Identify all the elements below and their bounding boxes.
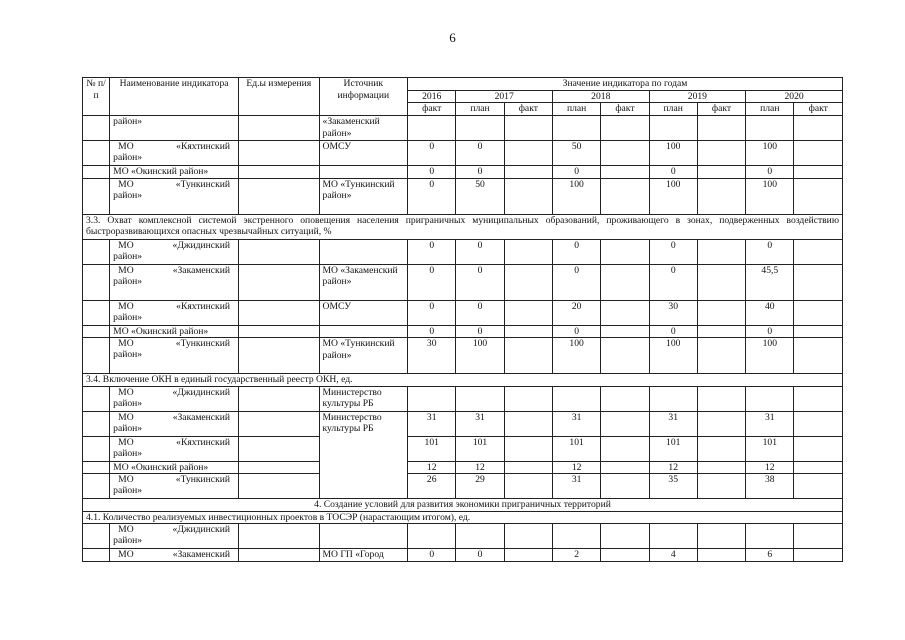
value-cell xyxy=(601,325,649,338)
value-cell xyxy=(697,325,745,338)
value-cell xyxy=(504,178,552,214)
value-cell: 31 xyxy=(408,411,456,436)
value-cell xyxy=(601,264,649,300)
value-cell: 100 xyxy=(649,178,697,214)
value-cell xyxy=(601,411,649,436)
value-cell: 100 xyxy=(456,338,504,374)
value-cell xyxy=(408,116,456,141)
value-cell xyxy=(456,524,504,549)
value-cell: 35 xyxy=(649,474,697,499)
value-cell: 0 xyxy=(408,264,456,300)
value-cell: 12 xyxy=(746,461,794,474)
value-cell: 0 xyxy=(552,264,600,300)
value-cell: 30 xyxy=(408,338,456,374)
value-cell xyxy=(504,461,552,474)
table-row xyxy=(83,474,843,499)
value-cell: 0 xyxy=(456,264,504,300)
header-fact: факт xyxy=(601,103,649,116)
value-cell: 0 xyxy=(552,325,600,338)
value-cell xyxy=(601,436,649,461)
header-row xyxy=(83,78,843,91)
value-cell xyxy=(794,116,843,141)
info-source xyxy=(319,325,408,338)
year-2017: 2017 xyxy=(456,90,553,103)
value-cell xyxy=(504,166,552,179)
value-cell: 101 xyxy=(408,436,456,461)
value-cell: 0 xyxy=(408,141,456,166)
value-cell xyxy=(601,461,649,474)
value-cell xyxy=(504,524,552,549)
value-cell xyxy=(697,239,745,264)
value-cell: 26 xyxy=(408,474,456,499)
value-cell: 31 xyxy=(649,411,697,436)
section-title-3-3: 3.3. Охват комплексной системой экстренного оповещения населения приграничных муниципальных образований, проживающего в зонах, подверженных воздействию быстроразвивающихся опасных чрезвычайных ситуаций, % xyxy=(83,214,843,239)
value-cell xyxy=(601,239,649,264)
value-cell xyxy=(794,411,843,436)
value-cell xyxy=(794,239,843,264)
value-cell xyxy=(697,116,745,141)
value-cell xyxy=(601,474,649,499)
info-source: МО ГП «Город xyxy=(319,549,408,562)
section-title-4: 4. Создание условий для развития экономики приграничных территорий xyxy=(83,499,843,512)
value-cell xyxy=(794,338,843,374)
value-cell xyxy=(794,436,843,461)
info-source: ОМСУ xyxy=(319,300,408,325)
value-cell xyxy=(504,300,552,325)
section-row xyxy=(83,374,843,387)
indicator-name: МО «Джидинский район» xyxy=(110,239,239,264)
header-fact: факт xyxy=(408,103,456,116)
table-row xyxy=(83,325,843,338)
table-row xyxy=(83,178,843,214)
value-cell: 50 xyxy=(456,178,504,214)
value-cell xyxy=(504,264,552,300)
value-cell xyxy=(794,166,843,179)
value-cell xyxy=(697,549,745,562)
value-cell xyxy=(794,474,843,499)
header-plan: план xyxy=(649,103,697,116)
value-cell: 100 xyxy=(746,141,794,166)
page-number: 6 xyxy=(449,30,456,45)
value-cell xyxy=(504,436,552,461)
value-cell xyxy=(601,166,649,179)
info-source: МО «Тункинский район» xyxy=(319,338,408,374)
value-cell xyxy=(601,524,649,549)
header-plan: план xyxy=(456,103,504,116)
indicator-name: МО «Окинский район» xyxy=(110,325,239,338)
indicator-name: МО «Окинский район» xyxy=(110,166,239,179)
value-cell: 20 xyxy=(552,300,600,325)
header-name: Наименование индикатора xyxy=(110,78,239,116)
table-row xyxy=(83,264,843,300)
value-cell xyxy=(794,178,843,214)
value-cell xyxy=(794,461,843,474)
info-source xyxy=(319,166,408,179)
indicator-name: МО «Тункинский район» xyxy=(110,338,239,374)
value-cell xyxy=(697,166,745,179)
value-cell: 30 xyxy=(649,300,697,325)
value-cell xyxy=(504,386,552,411)
value-cell xyxy=(504,549,552,562)
year-2018: 2018 xyxy=(552,90,649,103)
value-cell: 100 xyxy=(649,338,697,374)
header-values-title: Значение индикатора по годам xyxy=(408,78,843,91)
table-row xyxy=(83,239,843,264)
info-source: Министерство культуры РБ xyxy=(319,386,408,411)
section-row xyxy=(83,214,843,239)
info-source xyxy=(319,524,408,549)
section-row xyxy=(83,511,843,524)
value-cell: 12 xyxy=(649,461,697,474)
value-cell: 31 xyxy=(746,411,794,436)
value-cell xyxy=(552,524,600,549)
value-cell: 45,5 xyxy=(746,264,794,300)
value-cell: 101 xyxy=(456,436,504,461)
value-cell xyxy=(697,524,745,549)
value-cell: 100 xyxy=(552,178,600,214)
value-cell: 0 xyxy=(649,166,697,179)
value-cell xyxy=(601,300,649,325)
value-cell: 101 xyxy=(552,436,600,461)
value-cell: 0 xyxy=(408,239,456,264)
value-cell: 100 xyxy=(746,178,794,214)
indicator-name: МО «Закаменский район» xyxy=(110,264,239,300)
indicator-name: МО «Тункинский район» xyxy=(110,474,239,499)
indicator-name: МО «Джидинский район» xyxy=(110,386,239,411)
value-cell xyxy=(697,474,745,499)
table-row xyxy=(83,166,843,179)
year-2020: 2020 xyxy=(746,90,843,103)
value-cell xyxy=(601,178,649,214)
value-cell xyxy=(697,300,745,325)
value-cell xyxy=(794,524,843,549)
value-cell: 31 xyxy=(456,411,504,436)
info-source xyxy=(319,239,408,264)
indicator-name: МО «Кяхтинский район» xyxy=(110,141,239,166)
header-fact: факт xyxy=(697,103,745,116)
value-cell xyxy=(408,386,456,411)
value-cell xyxy=(697,386,745,411)
value-cell xyxy=(601,141,649,166)
value-cell xyxy=(601,338,649,374)
value-cell: 0 xyxy=(746,166,794,179)
table-row xyxy=(83,524,843,549)
indicator-name: МО «Окинский район» xyxy=(110,461,239,474)
table-row xyxy=(83,386,843,411)
header-fact: факт xyxy=(794,103,843,116)
value-cell: 0 xyxy=(746,239,794,264)
indicator-name: МО «Закаменский район» xyxy=(110,411,239,436)
value-cell xyxy=(794,264,843,300)
table-row xyxy=(83,141,843,166)
value-cell xyxy=(504,474,552,499)
info-source: ОМСУ xyxy=(319,141,408,166)
indicator-name: МО «Кяхтинский район» xyxy=(110,436,239,461)
value-cell xyxy=(456,386,504,411)
value-cell: 100 xyxy=(552,338,600,374)
value-cell xyxy=(504,338,552,374)
year-2016: 2016 xyxy=(408,90,456,103)
info-source: Министерство культуры РБ xyxy=(319,411,408,499)
value-cell xyxy=(504,116,552,141)
value-cell xyxy=(504,141,552,166)
value-cell: 0 xyxy=(408,549,456,562)
value-cell xyxy=(601,386,649,411)
header-fact: факт xyxy=(504,103,552,116)
table-row xyxy=(83,116,843,141)
value-cell: 2 xyxy=(552,549,600,562)
indicator-name: район» xyxy=(110,116,239,141)
value-cell xyxy=(601,549,649,562)
indicator-name: МО «Кяхтинский район» xyxy=(110,300,239,325)
value-cell xyxy=(697,436,745,461)
header-plan: план xyxy=(746,103,794,116)
value-cell: 0 xyxy=(746,325,794,338)
table-row xyxy=(83,461,843,474)
header-source: Источник информации xyxy=(319,78,408,116)
value-cell xyxy=(504,239,552,264)
value-cell xyxy=(697,141,745,166)
value-cell: 0 xyxy=(649,239,697,264)
value-cell xyxy=(746,524,794,549)
value-cell xyxy=(504,325,552,338)
value-cell: 0 xyxy=(456,166,504,179)
value-cell: 40 xyxy=(746,300,794,325)
value-cell: 6 xyxy=(746,549,794,562)
indicator-table xyxy=(82,77,843,562)
section-row xyxy=(83,499,843,512)
table-row xyxy=(83,549,843,562)
value-cell xyxy=(697,411,745,436)
table-row xyxy=(83,300,843,325)
indicator-name: МО «Тункинский район» xyxy=(110,178,239,214)
year-2019: 2019 xyxy=(649,90,746,103)
value-cell xyxy=(794,325,843,338)
info-source: МО «Тункинский район» xyxy=(319,178,408,214)
value-cell: 12 xyxy=(456,461,504,474)
value-cell xyxy=(746,116,794,141)
value-cell xyxy=(408,524,456,549)
value-cell xyxy=(697,338,745,374)
value-cell xyxy=(552,386,600,411)
indicator-name: МО «Закаменский xyxy=(110,549,239,562)
info-source: МО «Закаменский район» xyxy=(319,264,408,300)
value-cell: 100 xyxy=(649,141,697,166)
table-row xyxy=(83,411,843,436)
value-cell xyxy=(649,116,697,141)
value-cell xyxy=(456,116,504,141)
value-cell xyxy=(697,461,745,474)
value-cell: 12 xyxy=(408,461,456,474)
value-cell: 50 xyxy=(552,141,600,166)
value-cell xyxy=(697,178,745,214)
header-unit: Ед.ы измерения xyxy=(239,78,320,116)
value-cell: 0 xyxy=(408,166,456,179)
value-cell: 0 xyxy=(456,325,504,338)
value-cell xyxy=(794,386,843,411)
value-cell xyxy=(794,549,843,562)
value-cell: 0 xyxy=(649,264,697,300)
header-num: № п/п xyxy=(83,78,110,116)
value-cell xyxy=(746,386,794,411)
value-cell: 0 xyxy=(552,166,600,179)
value-cell: 31 xyxy=(552,411,600,436)
table-row xyxy=(83,338,843,374)
value-cell: 0 xyxy=(552,239,600,264)
value-cell: 29 xyxy=(456,474,504,499)
value-cell: 101 xyxy=(746,436,794,461)
value-cell: 0 xyxy=(456,300,504,325)
value-cell: 101 xyxy=(649,436,697,461)
value-cell: 38 xyxy=(746,474,794,499)
value-cell: 0 xyxy=(456,141,504,166)
header-plan: план xyxy=(552,103,600,116)
info-source: «Закаменский район» xyxy=(319,116,408,141)
value-cell xyxy=(794,300,843,325)
value-cell: 0 xyxy=(408,325,456,338)
value-cell: 4 xyxy=(649,549,697,562)
value-cell xyxy=(794,141,843,166)
value-cell xyxy=(601,116,649,141)
value-cell xyxy=(552,116,600,141)
value-cell xyxy=(504,411,552,436)
value-cell: 0 xyxy=(456,549,504,562)
value-cell: 0 xyxy=(456,239,504,264)
section-title-3-4: 3.4. Включение ОКН в единый государственный реестр ОКН, ед. xyxy=(83,374,843,387)
value-cell xyxy=(649,524,697,549)
indicator-name: МО «Джидинский район» xyxy=(110,524,239,549)
value-cell: 12 xyxy=(552,461,600,474)
value-cell: 31 xyxy=(552,474,600,499)
value-cell xyxy=(697,264,745,300)
table-row xyxy=(83,436,843,461)
value-cell: 0 xyxy=(408,300,456,325)
value-cell: 0 xyxy=(649,325,697,338)
value-cell: 0 xyxy=(408,178,456,214)
section-title-4-1: 4.1. Количество реализуемых инвестиционных проектов в ТОСЭР (нарастающим итогом), ед. xyxy=(83,511,843,524)
value-cell xyxy=(649,386,697,411)
value-cell: 100 xyxy=(746,338,794,374)
